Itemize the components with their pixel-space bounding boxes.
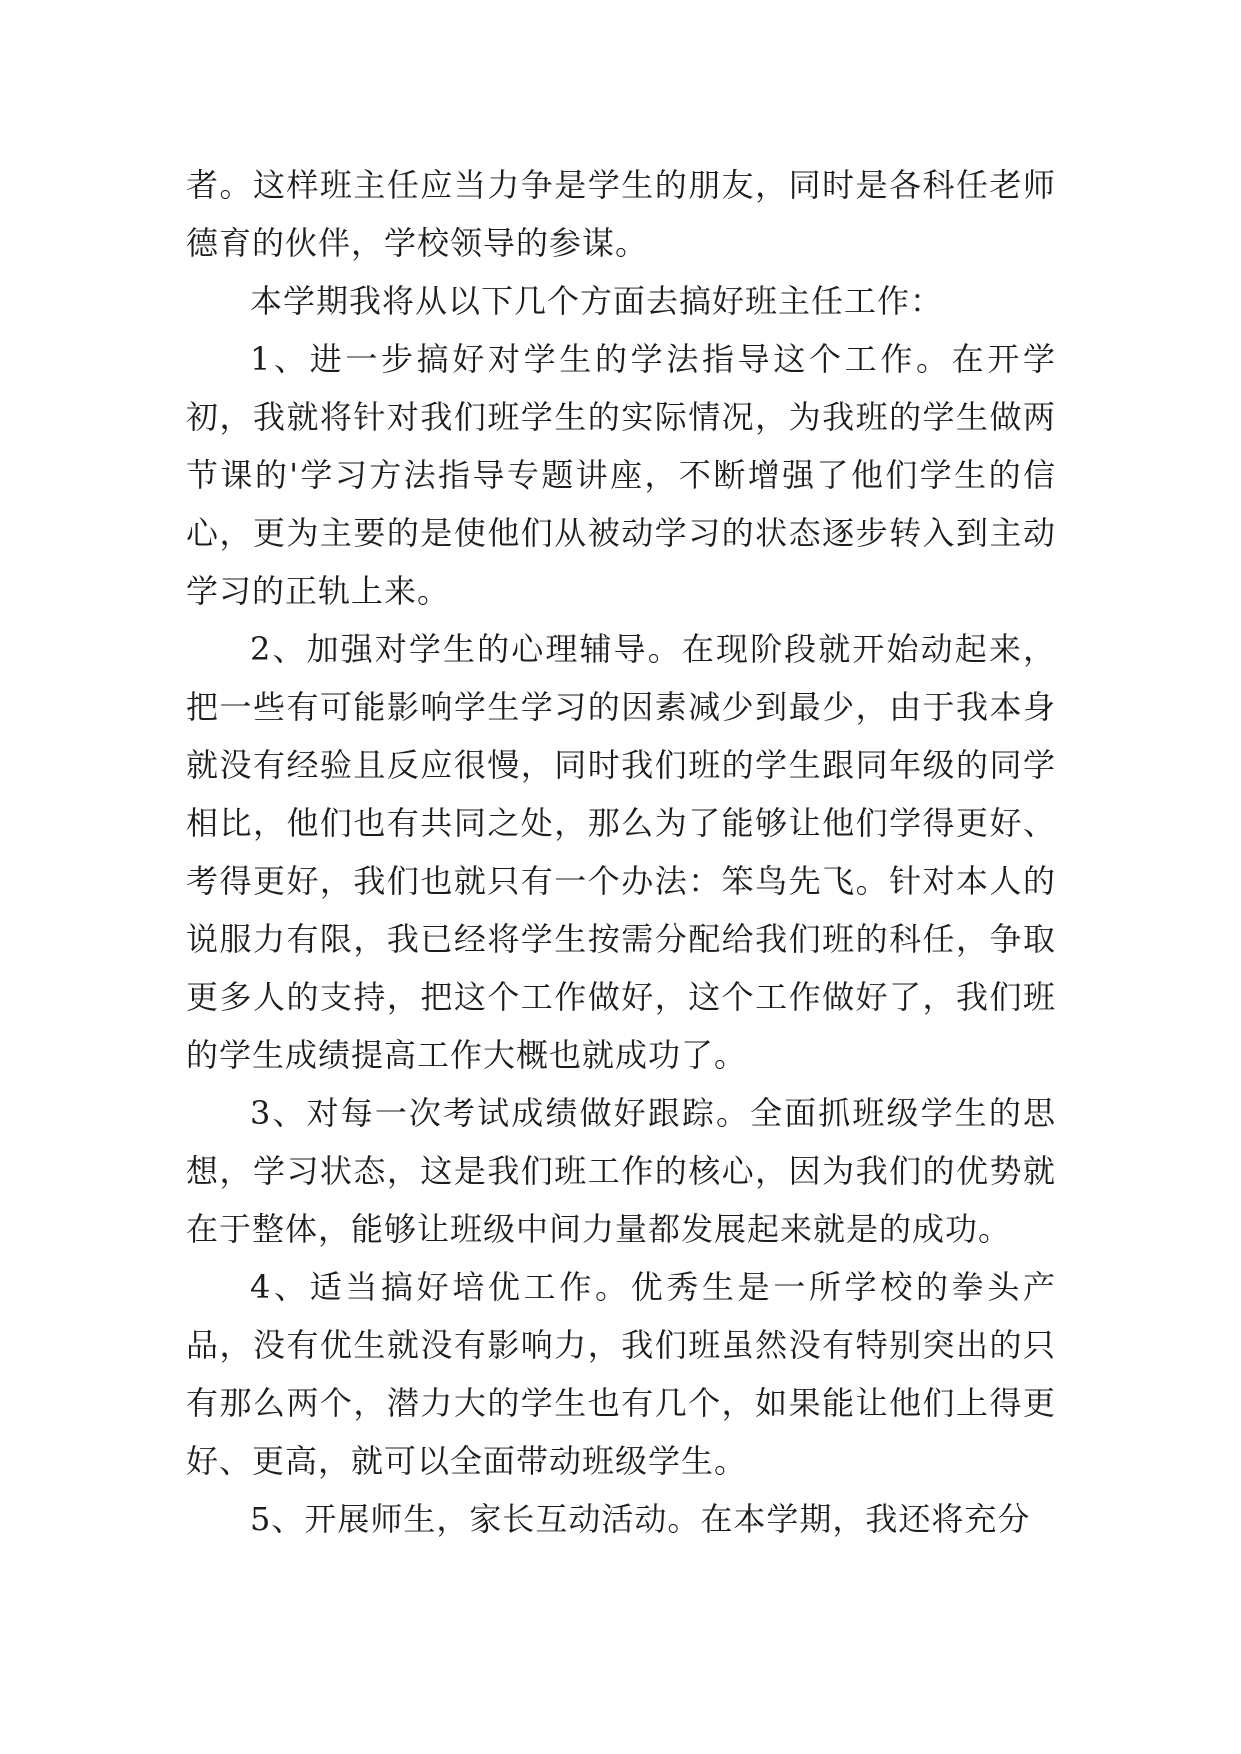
paragraph-item-4: 4、适当搞好培优工作。优秀生是一所学校的拳头产品，没有优生就没有影响力，我们班虽然没有特别突出的只有那么两个，潜力大的学生也有几个，如果能让他们上得更好、更高，就可以全面带动班级学生。: [186, 1268, 1056, 1480]
paragraph-continuation: 者。这样班主任应当力争是学生的朋友，同时是各科任老师德育的伙伴，学校领导的参谋。: [186, 166, 1056, 262]
paragraph-item-5: 5、开展师生，家长互动活动。在本学期，我还将充分: [250, 1500, 1031, 1538]
paragraph-intro: 本学期我将从以下几个方面去搞好班主任工作：: [250, 282, 944, 320]
paragraph-item-1: 1、进一步搞好对学生的学法指导这个工作。在开学初，我就将针对我们班学生的实际情况，为我班的学生做两节课的'学习方法指导专题讲座，不断增强了他们学生的信心，更为主要的是使他们从被动学习的状态逐步转入到主动学习的正轨上来。: [186, 340, 1056, 610]
paragraph-item-2: 2、加强对学生的心理辅导。在现阶段就开始动起来，把一些有可能影响学生学习的因素减少到最少，由于我本身就没有经验且反应很慢，同时我们班的学生跟同年级的同学相比，他们也有共同之处，那么为了能够让他们学得更好、考得更好，我们也就只有一个办法：笨鸟先飞。针对本人的说服力有限，我已经将学生按需分配给我们班的科任，争取更多人的支持，把这个工作做好，这个工作做好了，我们班的学生成绩提高工作大概也就成功了。: [186, 630, 1056, 1074]
document-body: [186, 156, 1056, 1548]
paragraph-item-3: 3、对每一次考试成绩做好跟踪。全面抓班级学生的思想，学习状态，这是我们班工作的核心，因为我们的优势就在于整体，能够让班级中间力量都发展起来就是的成功。: [186, 1094, 1056, 1248]
